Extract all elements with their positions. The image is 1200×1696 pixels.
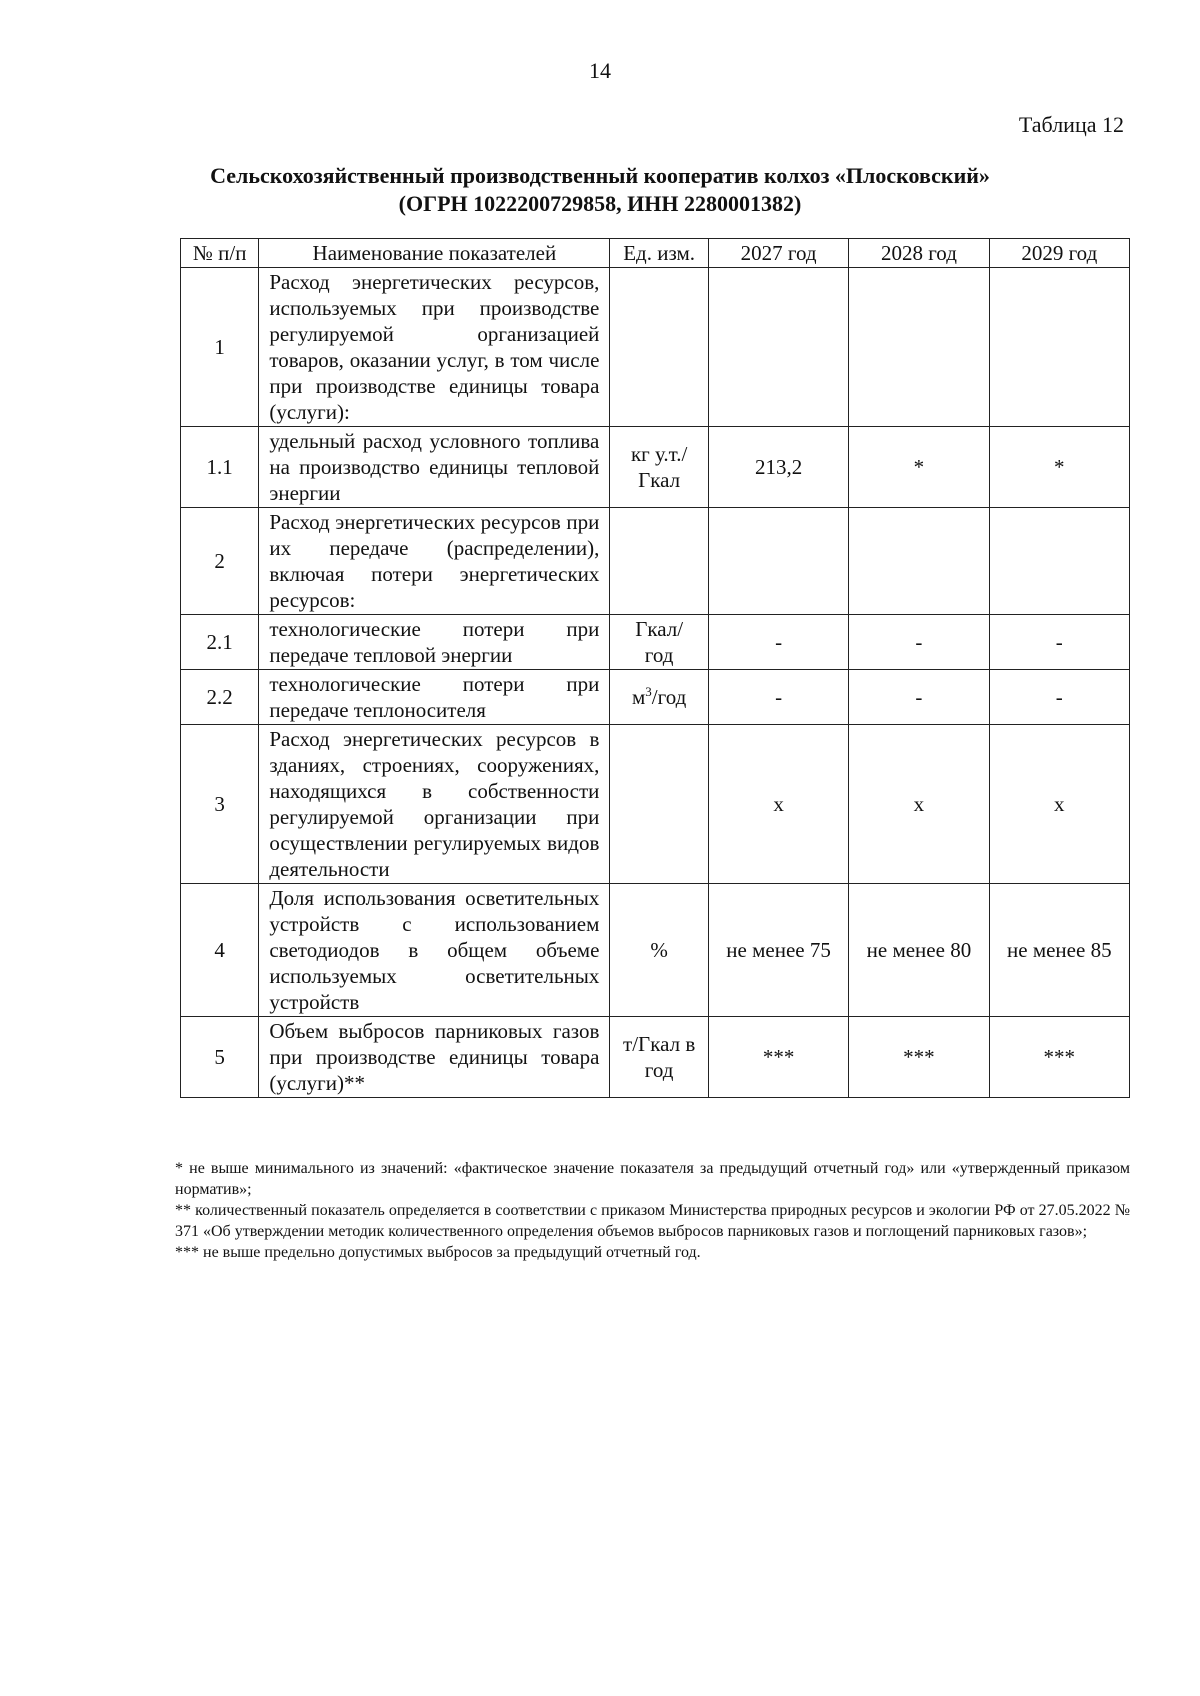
row-unit: т/Гкал в год: [610, 1017, 709, 1098]
row-2029: ***: [989, 1017, 1129, 1098]
footnote-2: ** количественный показатель определяется в соответствии с приказом Министерства природных ресурсов и экологии РФ от 27.05.2022 № 371 «Об утверждении методик количественного определения объемов выбросов парниковых газов и поглощений парниковых газов»;: [175, 1202, 1130, 1240]
header-2028: 2028 год: [849, 239, 989, 268]
header-unit: Ед. изм.: [610, 239, 709, 268]
page-number: 14: [589, 58, 611, 83]
row-unit: [610, 670, 709, 725]
row-2027: ***: [708, 1017, 848, 1098]
header-name: Наименование показателей: [259, 239, 610, 268]
row-name: Расход энергетических ресурсов при их передаче (распределении), включая потери энергетических ресурсов:: [259, 508, 610, 615]
row-name: удельный расход условного топлива на производство единицы тепловой энергии: [259, 427, 610, 508]
unit-superscript: 3: [645, 684, 652, 699]
footnote-1: * не выше минимального из значений: «фактическое значение показателя за предыдущий отчетный год» или «утвержденный приказом норматив»;: [175, 1160, 1130, 1198]
header-num: № п/п: [181, 239, 259, 268]
row-unit: кг у.т./ Гкал: [610, 427, 709, 508]
row-2029: х: [989, 725, 1129, 884]
row-unit: [610, 508, 709, 615]
row-2027: [708, 268, 848, 427]
table-header-row: [181, 239, 1130, 268]
row-2027: -: [708, 670, 848, 725]
row-2028: -: [849, 615, 989, 670]
row-unit: Гкал/ год: [610, 615, 709, 670]
row-unit: [610, 725, 709, 884]
title-organization: Сельскохозяйственный производственный кооператив колхоз «Плосковский»: [210, 163, 990, 188]
row-num: 5: [181, 1017, 259, 1098]
row-name: технологические потери при передаче тепловой энергии: [259, 615, 610, 670]
unit-main: м: [631, 685, 646, 709]
row-2029: -: [989, 615, 1129, 670]
row-name: Доля использования осветительных устройств с использованием светодиодов в общем объеме используемых осветительных устройств: [259, 884, 610, 1017]
row-num: 2.1: [181, 615, 259, 670]
table-row: [181, 670, 1130, 725]
row-2028: [849, 268, 989, 427]
title-registration: (ОГРН 1022200729858, ИНН 2280001382): [398, 191, 802, 216]
indicators-table: [180, 238, 1130, 1098]
unit-rest: /год: [651, 685, 687, 709]
row-name: Расход энергетических ресурсов в зданиях, строениях, сооружениях, находящихся в собственности регулируемой организации при осуществлении регулируемых видов деятельности: [259, 725, 610, 884]
row-name: Объем выбросов парниковых газов при производстве единицы товара (услуги)**: [259, 1017, 610, 1098]
row-2027: 213,2: [708, 427, 848, 508]
row-2028: ***: [849, 1017, 989, 1098]
row-name: технологические потери при передаче теплоносителя: [259, 670, 610, 725]
row-2027: -: [708, 615, 848, 670]
row-2028: х: [849, 725, 989, 884]
row-num: 4: [181, 884, 259, 1017]
row-2029: -: [989, 670, 1129, 725]
row-2029: не менее 85: [989, 884, 1129, 1017]
table-row: [181, 268, 1130, 427]
row-num: 1.1: [181, 427, 259, 508]
row-2027: [708, 508, 848, 615]
row-2028: *: [849, 427, 989, 508]
table-row: [181, 508, 1130, 615]
row-2028: [849, 508, 989, 615]
row-num: 3: [181, 725, 259, 884]
document-title: [0, 162, 1200, 218]
header-2027: 2027 год: [708, 239, 848, 268]
table-row: [181, 427, 1130, 508]
table-row: [181, 615, 1130, 670]
row-name: Расход энергетических ресурсов, используемых при производстве регулируемой организацией товаров, оказании услуг, в том числе при производстве единицы товара (услуги):: [259, 268, 610, 427]
table-label: Таблица 12: [1018, 112, 1124, 137]
row-2027: х: [708, 725, 848, 884]
row-2027: не менее 75: [708, 884, 848, 1017]
table-row: [181, 1017, 1130, 1098]
row-unit: %: [610, 884, 709, 1017]
header-2029: 2029 год: [989, 239, 1129, 268]
row-num: 1: [181, 268, 259, 427]
row-2028: -: [849, 670, 989, 725]
row-2029: *: [989, 427, 1129, 508]
row-unit: [610, 268, 709, 427]
row-2028: не менее 80: [849, 884, 989, 1017]
row-num: 2: [181, 508, 259, 615]
row-num: 2.2: [181, 670, 259, 725]
table-row: [181, 725, 1130, 884]
row-2029: [989, 268, 1129, 427]
row-2029: [989, 508, 1129, 615]
footnotes: [175, 1158, 1130, 1263]
table-row: [181, 884, 1130, 1017]
footnote-3: *** не выше предельно допустимых выбросов за предыдущий отчетный год.: [175, 1244, 701, 1261]
